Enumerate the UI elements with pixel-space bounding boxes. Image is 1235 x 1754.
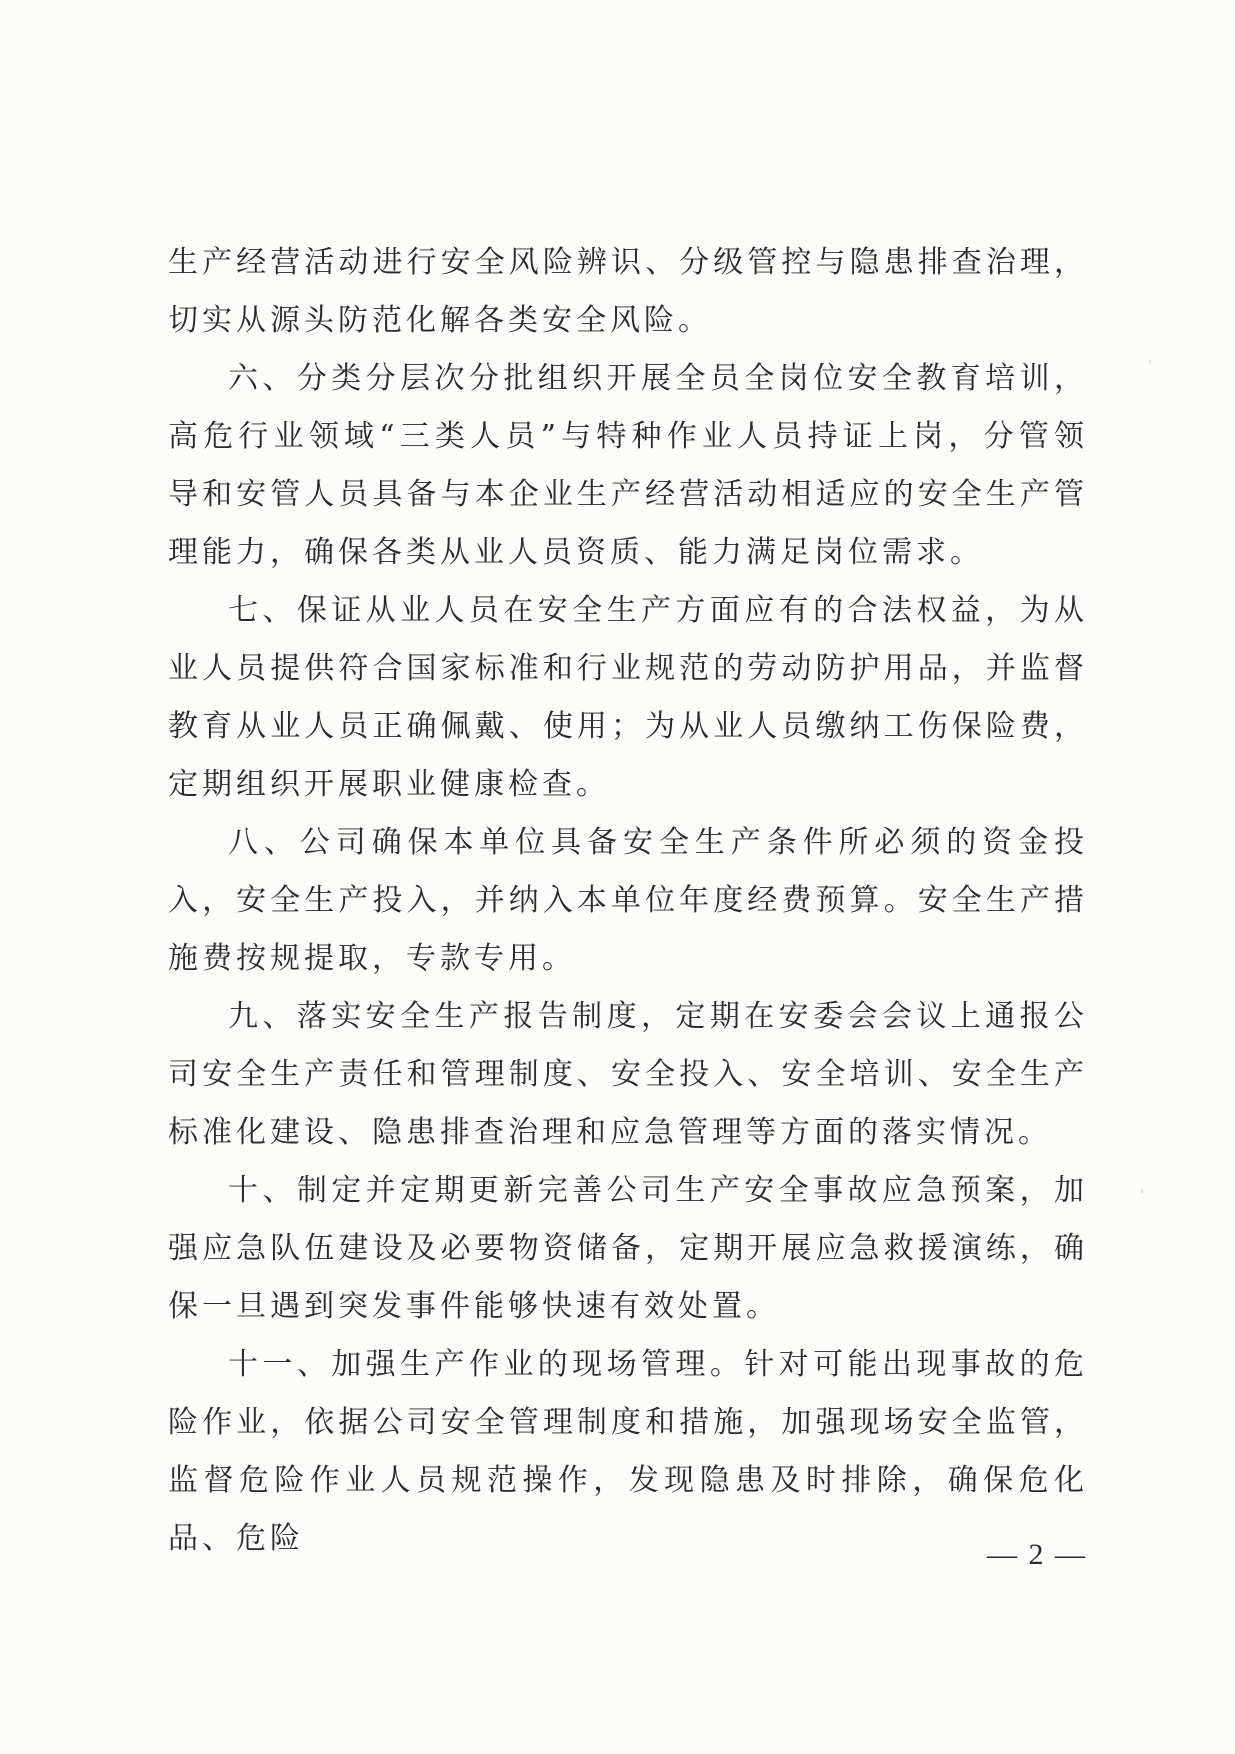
page-number: — 2 —	[987, 1538, 1087, 1571]
paragraph-continued: 生产经营活动进行安全风险辨识、分级管控与隐患排查治理，切实从源头防范化解各类安全风险。	[168, 245, 1088, 338]
paragraph-item-6: 六、分类分层次分批组织开展全员全岗位安全教育培训，高危行业领域“三类人员”与特种作业人员持证上岗，分管领导和安管人员具备与本企业生产经营活动相适应的安全生产管理能力，确保各类从业人员资质、能力满足岗位需求。	[168, 361, 1088, 570]
paragraph-item-7: 七、保证从业人员在安全生产方面应有的合法权益，为从业人员提供符合国家标准和行业规范的劳动防护用品，并监督教育从业人员正确佩戴、使用；为从业人员缴纳工伤保险费，定期组织开展职业健康检查。	[168, 593, 1088, 802]
paragraph-item-9: 九、落实安全生产报告制度，定期在安委会会议上通报公司安全生产责任和管理制度、安全投入、安全培训、安全生产标准化建设、隐患排查治理和应急管理等方面的落实情况。	[168, 999, 1088, 1150]
body-text	[168, 234, 1088, 1568]
scan-speck: '	[1148, 358, 1152, 374]
paragraph-item-11: 十一、加强生产作业的现场管理。针对可能出现事故的危险作业，依据公司安全管理制度和措施，加强现场安全监管，监督危险作业人员规范操作，发现隐患及时排除，确保危化品、危险	[168, 1347, 1088, 1556]
paragraph-item-8: 八、公司确保本单位具备安全生产条件所必须的资金投入，安全生产投入，并纳入本单位年度经费预算。安全生产措施费按规提取，专款专用。	[168, 825, 1088, 976]
scan-speck: ‘	[1140, 1188, 1145, 1204]
paragraph-item-10: 十、制定并定期更新完善公司生产安全事故应急预案，加强应急队伍建设及必要物资储备，定期开展应急救援演练，确保一旦遇到突发事件能够快速有效处置。	[168, 1173, 1088, 1324]
